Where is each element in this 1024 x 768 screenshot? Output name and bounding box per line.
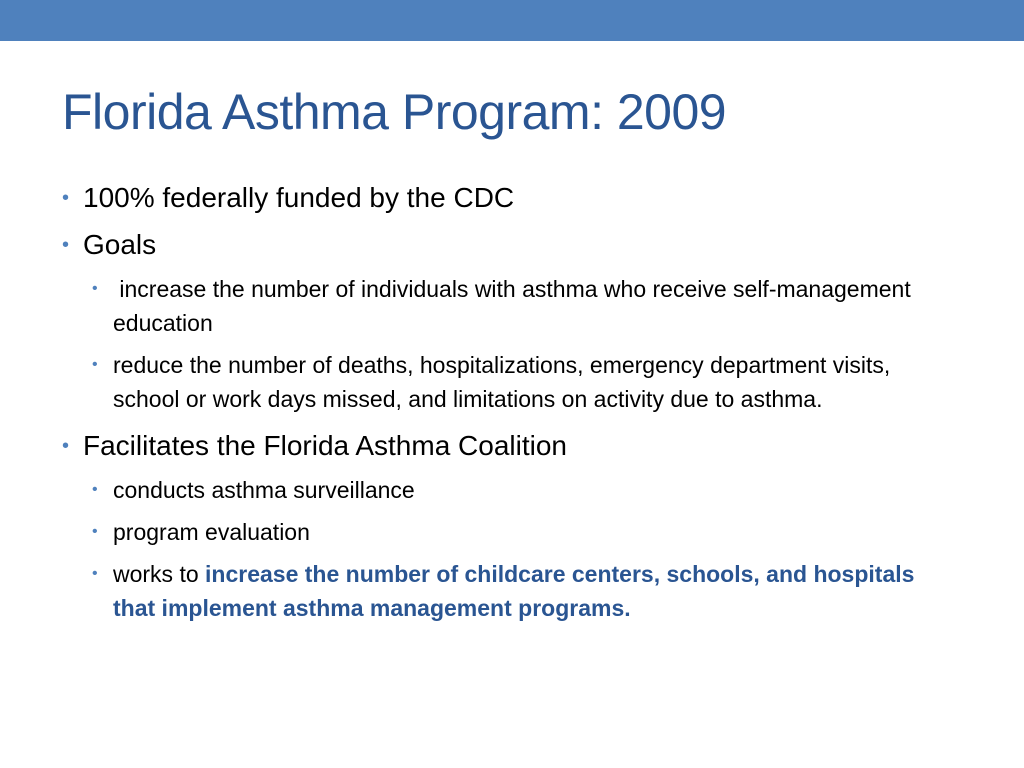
sub-bullet-dot-icon: • [92,523,98,540]
sub-bullet-goal-reduce [92,348,962,416]
sub-bullet-dot-icon: • [92,280,98,297]
sub-bullet-text: program evaluation [113,519,310,545]
sub-bullet-dot-icon: • [92,481,98,498]
bullet-text: 100% federally funded by the CDC [83,182,515,213]
sub-bullet-text: reduce the number of deaths, hospitalizations, emergency department visits, school or work days missed, and limitations on activity due to asthma. [113,352,891,412]
bullet-dot-icon: • [62,187,70,209]
bullet-funding [62,178,962,218]
sub-bullet-goal-education [92,272,962,340]
sub-bullet-text: conducts asthma surveillance [113,477,415,503]
bullet-text: Goals [83,229,157,260]
sub-bullet-dot-icon: • [92,565,98,582]
top-accent-bar [0,0,1024,41]
sub-bullet-dot-icon: • [92,356,98,373]
sub-bullet-text: works to [113,561,206,587]
bullet-dot-icon: • [62,234,70,256]
slide-title: Florida Asthma Program: 2009 [62,84,727,140]
bullet-coalition [62,426,962,466]
bullet-goals [62,225,962,265]
sub-bullet-text: increase the number of individuals with asthma who receive self-management education [113,276,918,336]
sub-bullet-highlight-text: increase the number of childcare centers, schools, and hospitals that implement asthma management programs. [113,561,915,621]
sub-bullet-surveillance [92,473,962,507]
bullet-list [62,178,962,633]
bullet-text: Facilitates the Florida Asthma Coalition [83,430,567,461]
sub-bullet-works-to [92,557,962,625]
bullet-dot-icon: • [62,435,70,457]
sub-bullet-evaluation [92,515,962,549]
